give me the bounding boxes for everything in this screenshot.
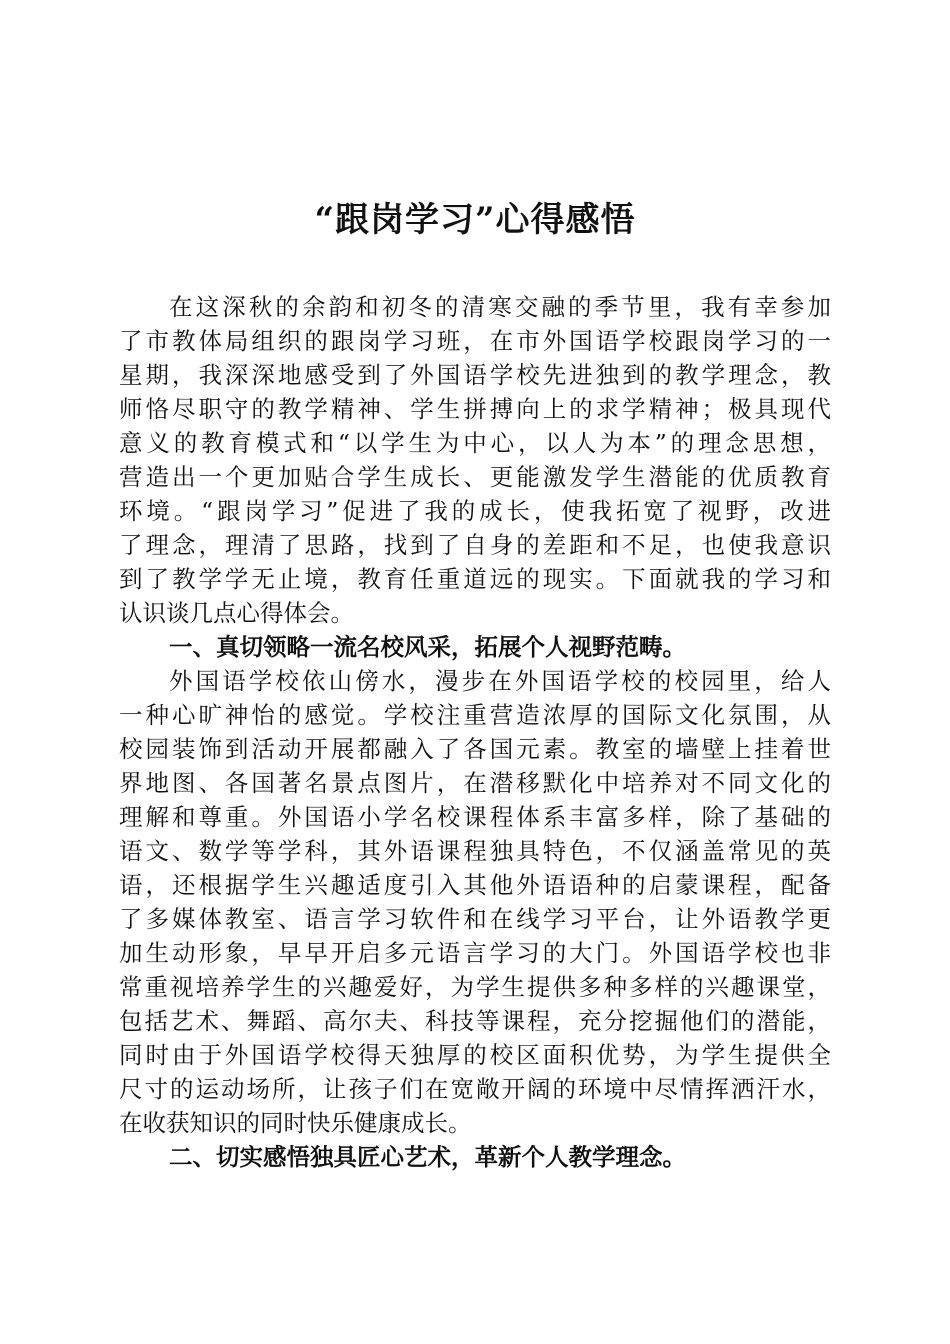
paragraph-line: 意义的教育模式和“以学生为中心，以人为本”的理念思想， <box>119 429 831 457</box>
section-heading-1: 一、真切领略一流名校风采，拓展个人视野范畴。 <box>169 633 686 661</box>
paragraph-line: 界地图、各国著名景点图片，在潜移默化中培养对不同文化的 <box>119 769 831 797</box>
paragraph-line: 营造出一个更加贴合学生成长、更能激发学生潜能的优质教育 <box>119 463 831 491</box>
paragraph-line: 一种心旷神怡的感觉。学校注重营造浓厚的国际文化氛围，从 <box>119 701 831 729</box>
paragraph-line: 外国语学校依山傍水，漫步在外国语学校的校园里，给人 <box>169 667 831 695</box>
paragraph-line: 星期，我深深地感受到了外国语学校先进独到的教学理念，教 <box>119 361 831 389</box>
document-title: “跟岗学习”心得感悟 <box>314 200 636 240</box>
paragraph-line: 在收获知识的同时快乐健康成长。 <box>119 1109 472 1137</box>
paragraph-line: 在这深秋的余韵和初冬的清寒交融的季节里，我有幸参加 <box>169 293 831 321</box>
paragraph-line: 语文、数学等学科，其外语课程独具特色，不仅涵盖常见的英 <box>119 837 831 865</box>
paragraph-line: 语，还根据学生兴趣适度引入其他外语语种的启蒙课程，配备 <box>119 871 831 899</box>
paragraph-line: 包括艺术、舞蹈、高尔夫、科技等课程，充分挖掘他们的潜能， <box>119 1007 831 1035</box>
paragraph-line: 了市教体局组织的跟岗学习班，在市外国语学校跟岗学习的一 <box>119 327 831 355</box>
paragraph-line: 加生动形象，早早开启多元语言学习的大门。外国语学校也非 <box>119 939 831 967</box>
paragraph-line: 了多媒体教室、语言学习软件和在线学习平台，让外语教学更 <box>119 905 831 933</box>
paragraph-line: 了理念，理清了思路，找到了自身的差距和不足，也使我意识 <box>119 531 831 559</box>
paragraph-line: 校园装饰到活动开展都融入了各国元素。教室的墙壁上挂着世 <box>119 735 831 763</box>
paragraph-line: 同时由于外国语学校得天独厚的校区面积优势，为学生提供全 <box>119 1041 831 1069</box>
paragraph-line: 认识谈几点心得体会。 <box>119 599 354 627</box>
paragraph-line: 环境。“跟岗学习”促进了我的成长，使我拓宽了视野，改进 <box>119 497 831 525</box>
document-body <box>119 290 831 1174</box>
paragraph-line: 尺寸的运动场所，让孩子们在宽敞开阔的环境中尽情挥洒汗水， <box>119 1075 831 1103</box>
paragraph-line: 到了教学学无止境，教育任重道远的现实。下面就我的学习和 <box>119 565 831 593</box>
paragraph-line: 师恪尽职守的教学精神、学生拼搏向上的求学精神；极具现代 <box>119 395 831 423</box>
paragraph-line: 理解和尊重。外国语小学名校课程体系丰富多样，除了基础的 <box>119 803 831 831</box>
section-heading-2: 二、切实感悟独具匠心艺术，革新个人教学理念。 <box>169 1143 686 1171</box>
paragraph-line: 常重视培养学生的兴趣爱好，为学生提供多种多样的兴趣课堂， <box>119 973 831 1001</box>
